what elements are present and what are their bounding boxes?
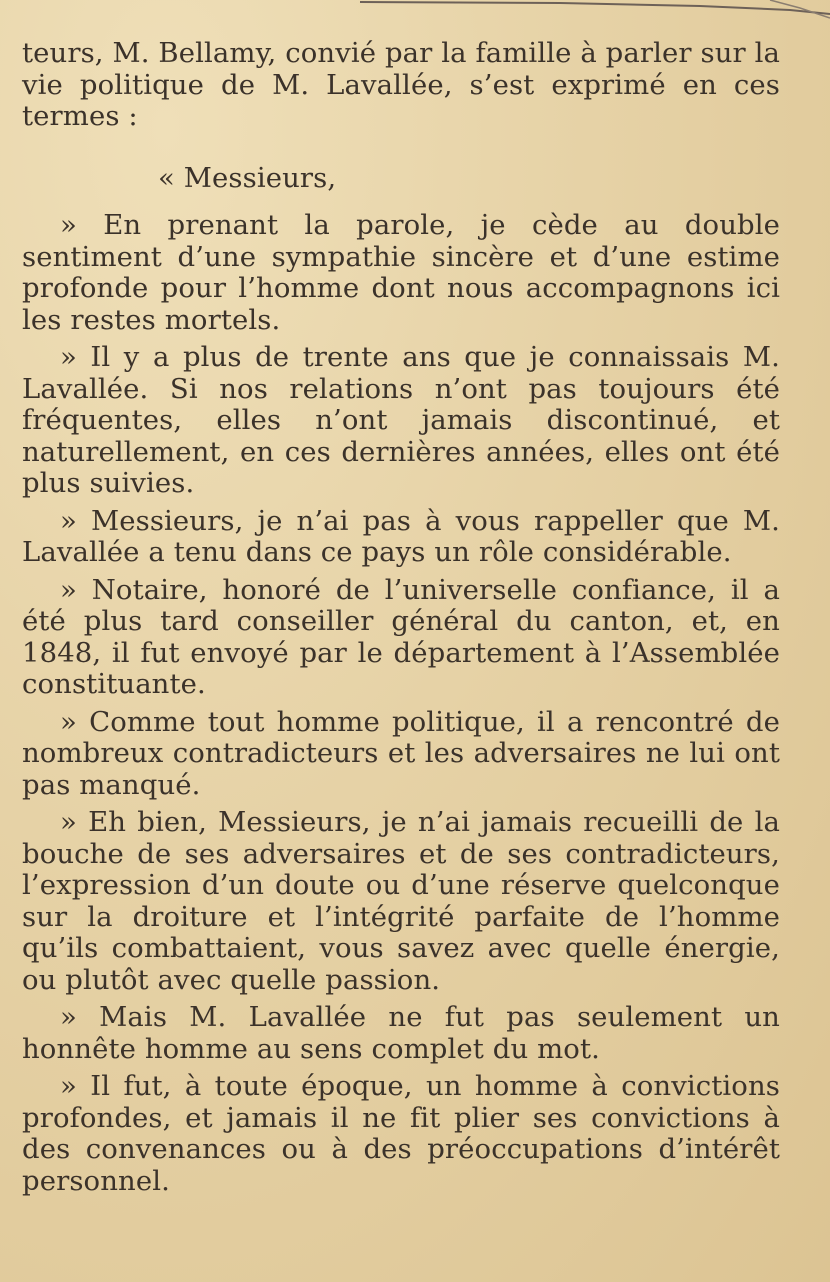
speech-paragraph: » En prenant la parole, je cède au double sentiment d’une sympathie sincère et d’une estime profonde pour l’homme dont nous accompagnons ici les restes mortels.: [22, 209, 780, 336]
speech-paragraph: » Messieurs, je n’ai pas à vous rappeller que M. Lavallée a tenu dans ce pays un rôle considérable.: [22, 504, 780, 568]
salutation: « Messieurs,: [158, 161, 337, 194]
speech-paragraph: » Il y a plus de trente ans que je connaissais M. Lavallée. Si nos relations n’ont pas toujours été fréquentes, elles n’ont jamais discontinué, et naturellement, en ces dernières années, elles ont été plus suivies.: [22, 341, 780, 499]
speech-paragraph: » Comme tout homme politique, il a rencontré de nombreux contradicteurs et les adversaires ne lui ont pas manqué.: [22, 705, 780, 801]
intro-paragraph: teurs, M. Bellamy, convié par la famille à parler sur la vie politique de M. Lavallée, s’est exprimé en ces termes :: [22, 37, 780, 132]
page-top-edge: [0, 0, 830, 22]
article-column: [22, 38, 780, 1203]
speech-paragraph: » Mais M. Lavallée ne fut pas seulement un honnête homme au sens complet du mot.: [22, 1001, 780, 1065]
speech-paragraph: » Eh bien, Messieurs, je n’ai jamais recueilli de la bouche de ses adversaires et de ses contradicteurs, l’expression d’un doute ou d’une réserve quelconque sur la droiture et l’intégrité parfaite de l’homme qu’ils combattaient, vous savez avec quelle énergie, ou plutôt avec quelle passion.: [22, 806, 780, 996]
speech-paragraph: » Notaire, honoré de l’universelle confiance, il a été plus tard conseiller général du canton, et, en 1848, il fut envoyé par le département à l’Assemblée constituante.: [22, 573, 780, 700]
speech-paragraph: » Il fut, à toute époque, un homme à convictions profondes, et jamais il ne fit plier ses convictions à des convenances ou à des préoccupations d’intérêt personnel.: [22, 1070, 780, 1197]
